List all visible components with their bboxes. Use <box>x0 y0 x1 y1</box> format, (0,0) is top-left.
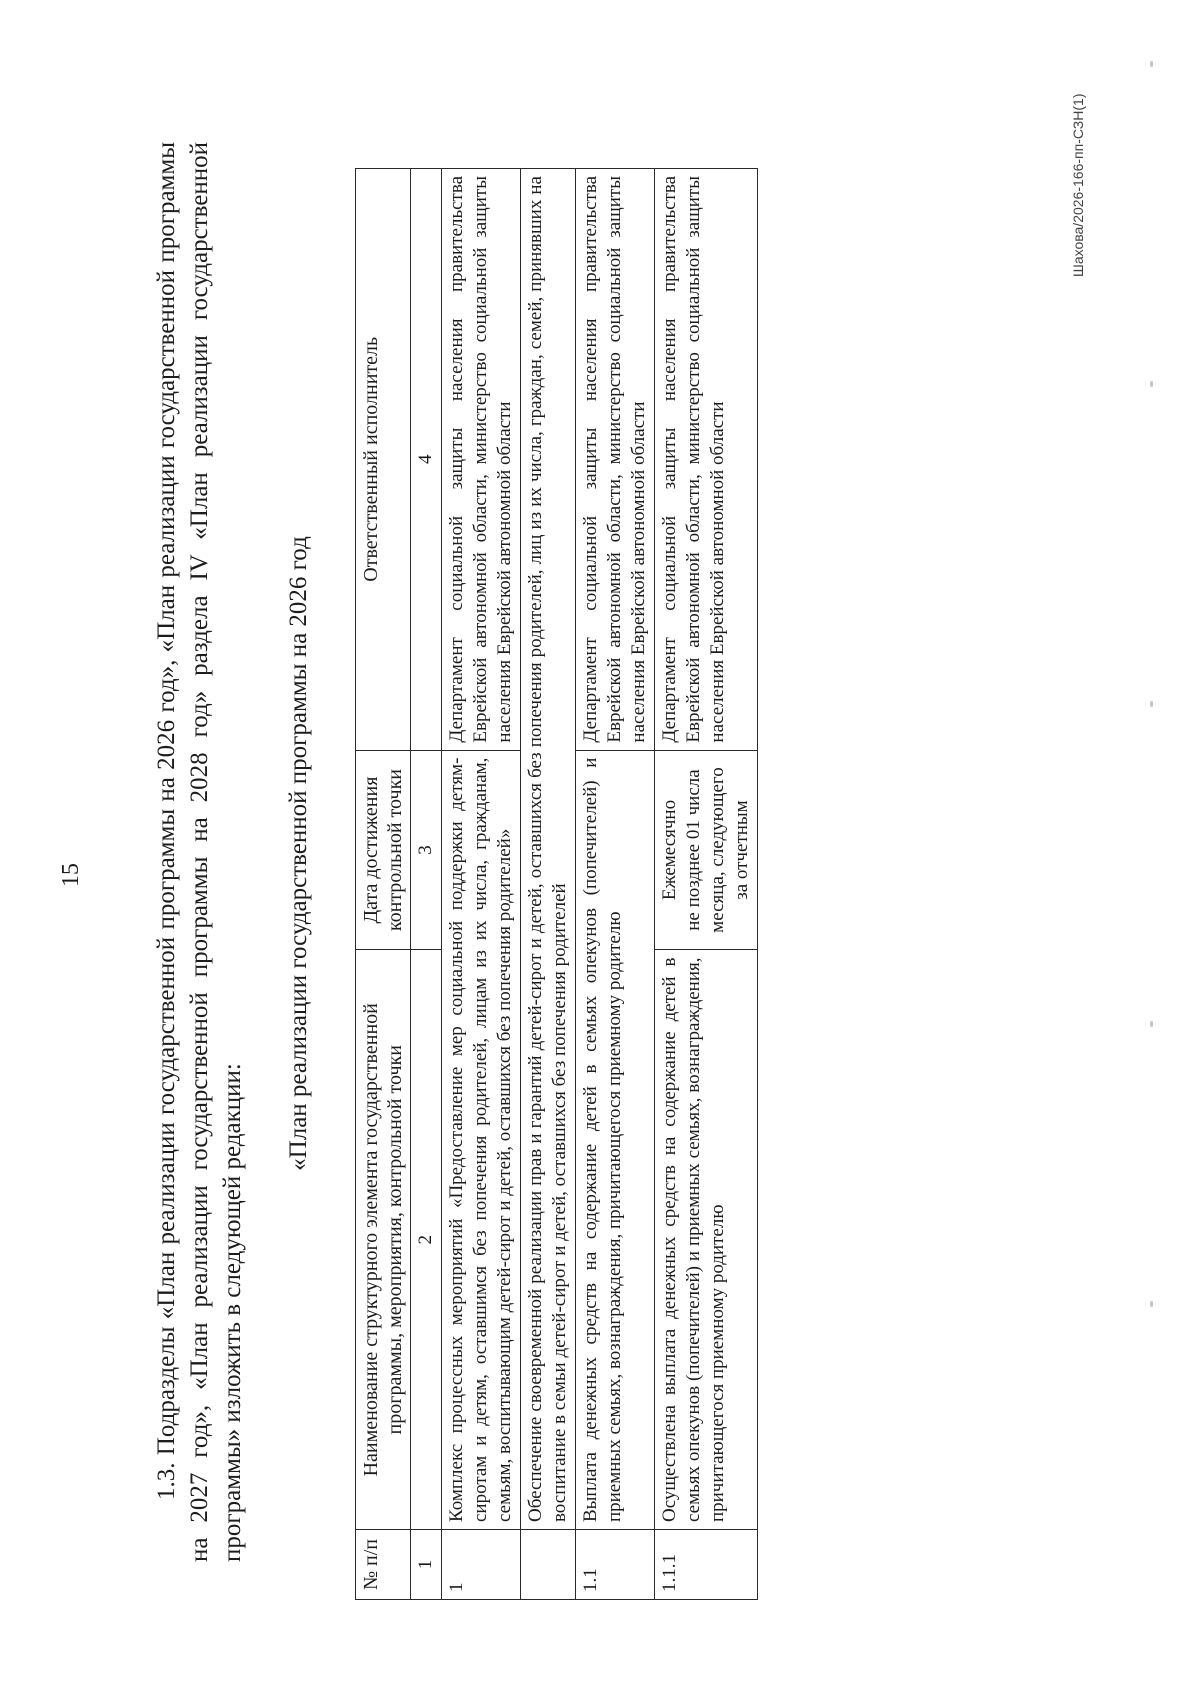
table-header-row <box>356 169 411 1600</box>
point-date-deadline: не позднее 01 числа месяца, следующего за отчетным <box>683 767 752 933</box>
table-row-point <box>655 169 758 1600</box>
column-number-4: 4 <box>411 169 442 751</box>
scan-speck <box>1150 61 1153 67</box>
point-name: Осуществлена выплата денежных средств на содержание детей в семьях опекунов (попечителей) и приемных семьях, вознаграждения, причитающегося приемному родителю <box>655 950 758 1530</box>
column-number-3: 3 <box>411 750 442 950</box>
row-executor: Департамент социальной защиты населения правительства Еврейской автономной области, министерство социальной защиты населения Еврейской автономной области <box>442 169 521 751</box>
item-name: Выплата денежных средств на содержание детей в семьях опекунов (попечителей) и приемных семьях, вознаграждения, причитающегося приемному родителю <box>576 750 655 1529</box>
scan-speck <box>1150 701 1153 707</box>
header-executor: Ответственный исполнитель <box>356 169 411 751</box>
table-row-complex <box>442 169 521 1600</box>
scan-speck <box>1150 1021 1153 1027</box>
complex-name: Комплекс процессных мероприятий «Предоставление мер социальной поддержки детям-сиротам и детям, оставшимся без попечения родителей, лицам из их числа, гражданам, семьям, воспитывающим детей-сирот и детей, оставшихся без попечения родителей» <box>442 750 521 1529</box>
header-date: Дата достижения контрольной точки <box>356 750 411 950</box>
row-number: 1.1.1 <box>655 1530 758 1600</box>
row-executor: Департамент социальной защиты населения правительства Еврейской автономной области, министерство социальной защиты населения Еврейской автономной области <box>655 169 758 751</box>
column-number-row <box>411 169 442 1600</box>
table-row-item <box>576 169 655 1600</box>
footer-document-code: Шахова/2026-166-пп-СЗН(1) <box>1070 93 1086 277</box>
section-task: Обеспечение своевременной реализации прав и гарантий детей-сирот и детей, оставшихся без попечения родителей, лиц из их числа, граждан, семей, принявших на воспитание в семьи детей-сирот и детей, оставшихся без попечения родителей <box>521 169 576 1530</box>
point-date <box>655 750 758 950</box>
intro-paragraph: 1.3. Подразделы «План реализации государственной программы на 2026 год», «План реализации государственной программы на 2027 год», «План реализации государственной программы на 2028 год» раздела IV «План реализации государственной программы» изложить в следующей редакции: <box>153 142 246 1562</box>
section-empty-cell <box>521 1530 576 1600</box>
header-number: № п/п <box>356 1530 411 1600</box>
plan-table <box>355 168 758 1600</box>
scan-speck <box>1150 381 1153 387</box>
row-number: 1.1 <box>576 1530 655 1600</box>
column-number-1: 1 <box>411 1530 442 1600</box>
scan-speck <box>1150 1301 1153 1307</box>
header-element-name: Наименование структурного элемента государственной программы, мероприятия, контрольной точки <box>356 950 411 1530</box>
column-number-2: 2 <box>411 950 442 1530</box>
point-date-frequency: Ежемесячно <box>659 799 680 901</box>
plan-title: «План реализации государственной программы на 2026 год <box>285 536 312 1171</box>
row-executor: Департамент социальной защиты населения правительства Еврейской автономной области, министерство социальной защиты населения Еврейской автономной области <box>576 169 655 751</box>
page-number: 15 <box>58 863 84 887</box>
table-row-section <box>521 169 576 1600</box>
row-number: 1 <box>442 1530 521 1600</box>
